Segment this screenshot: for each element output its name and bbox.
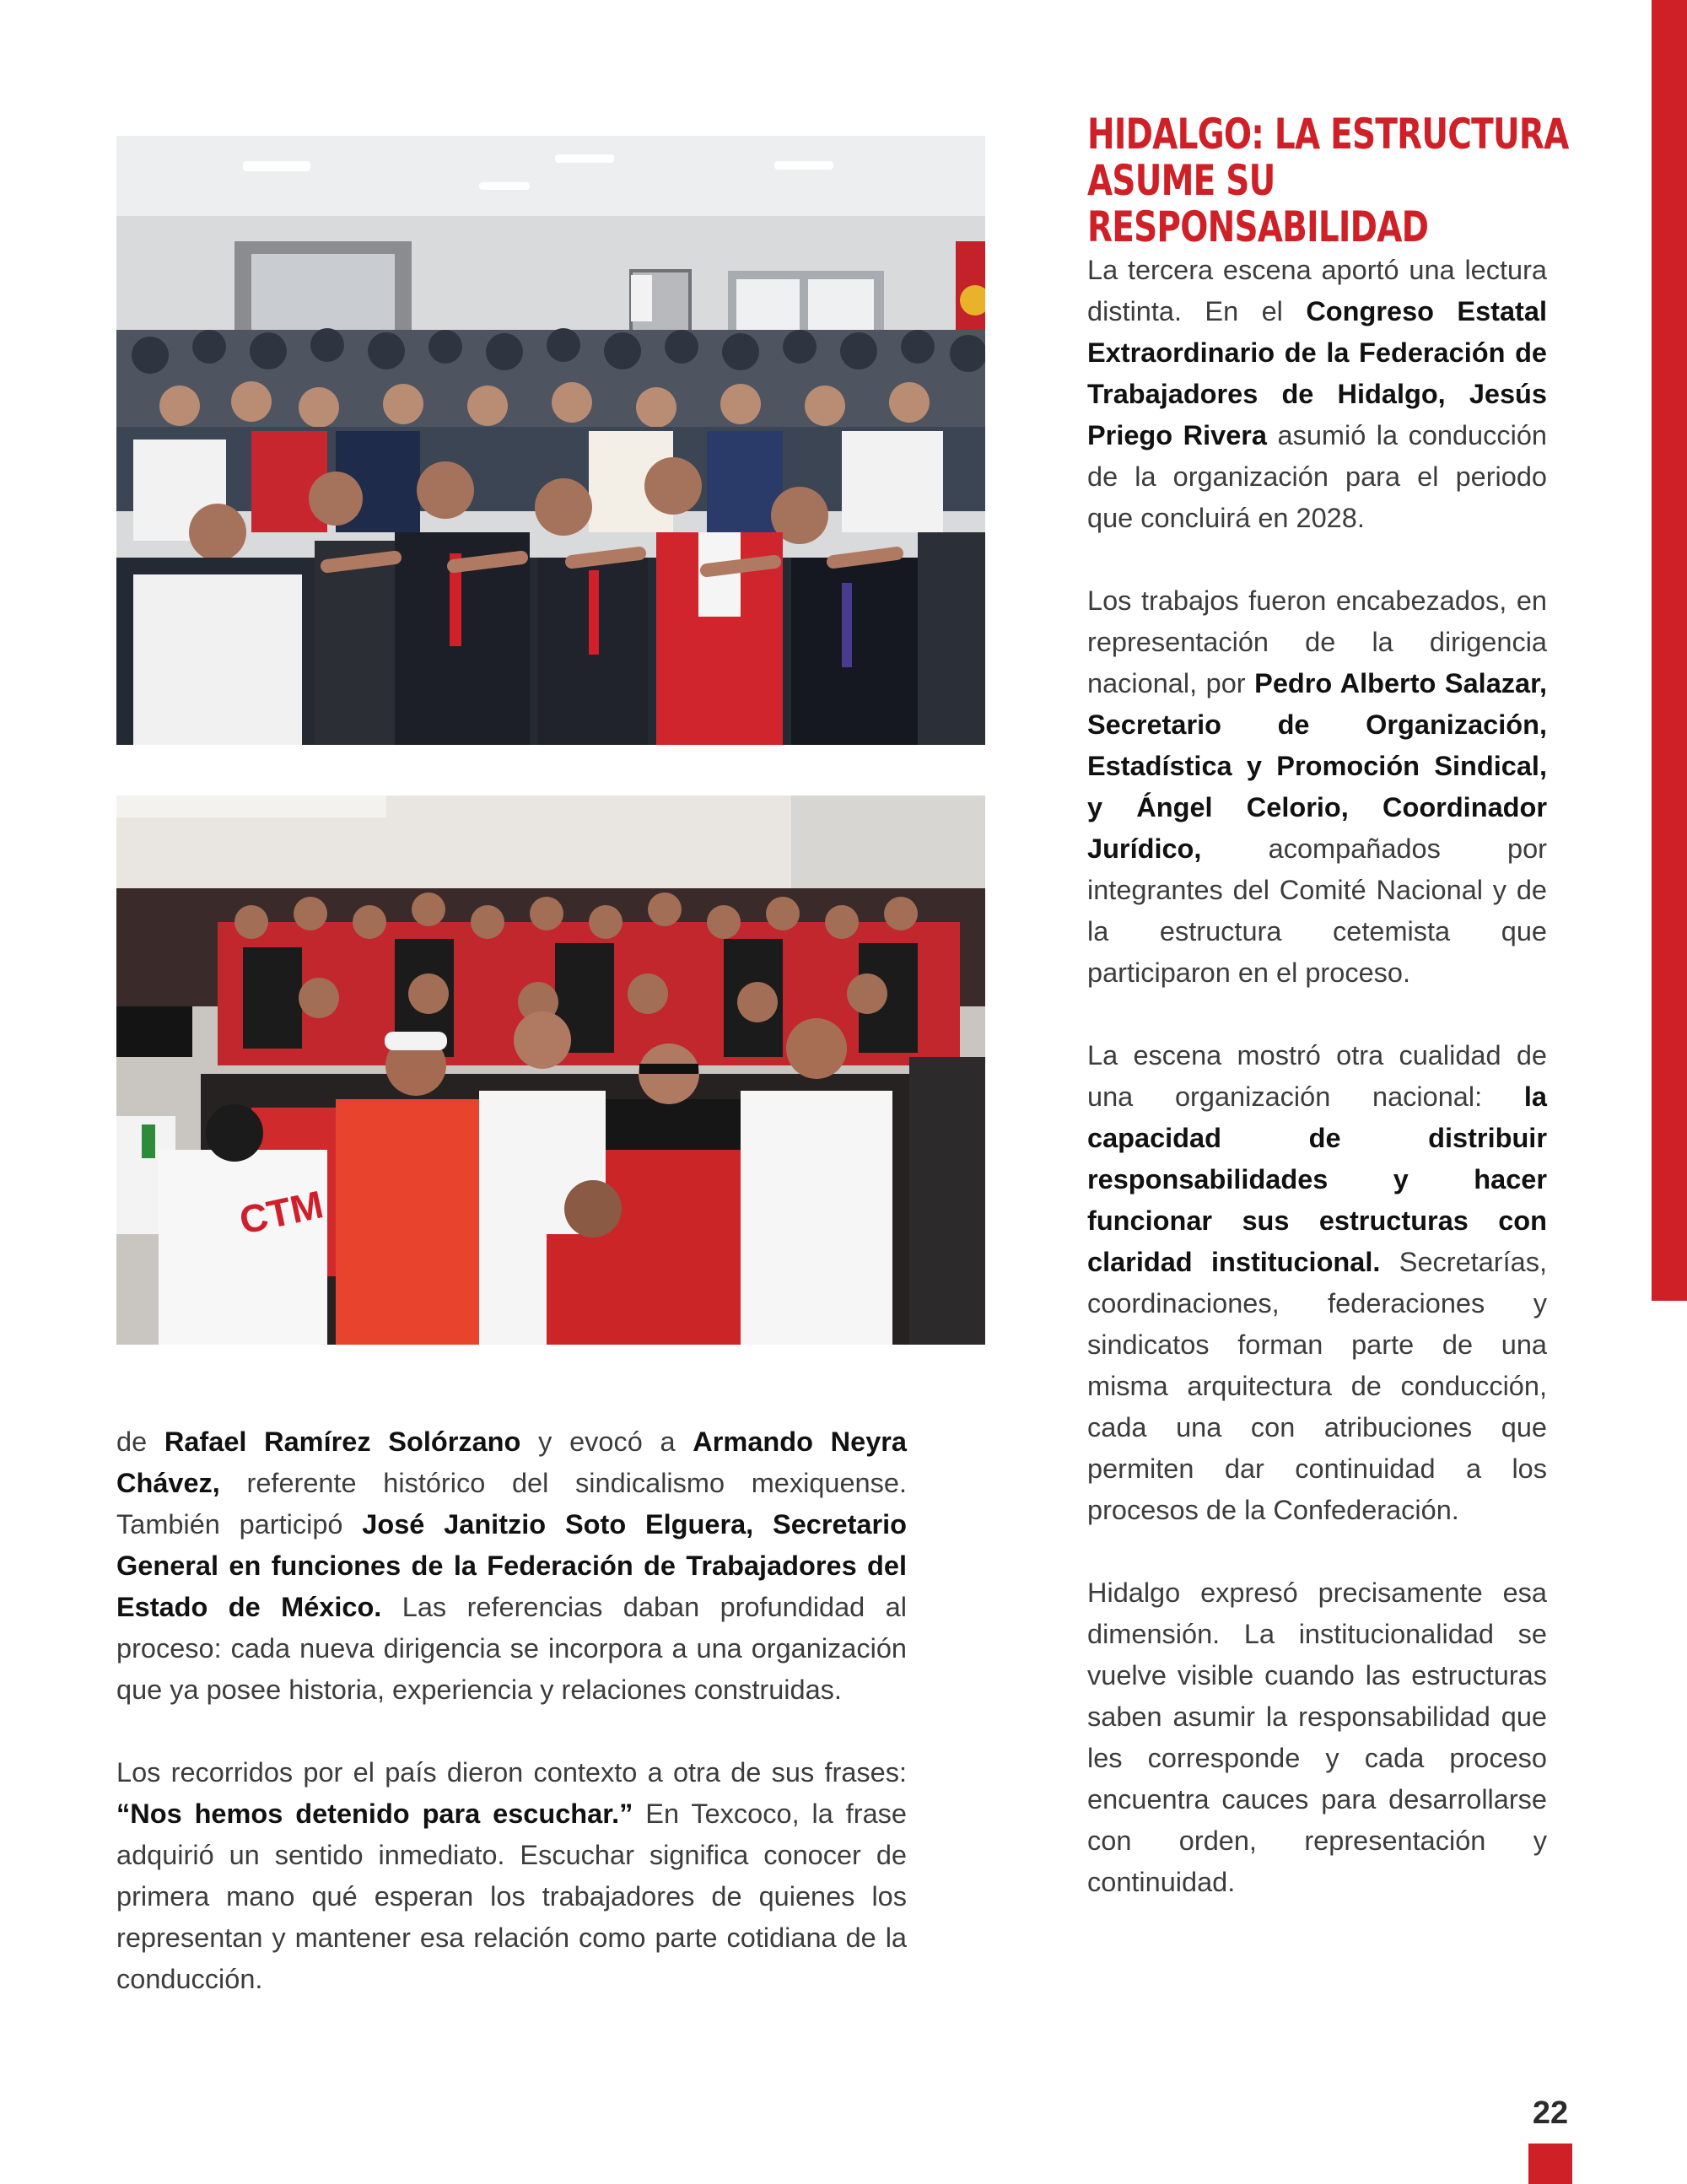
section-heading xyxy=(1087,111,1587,251)
paragraph: La escena mostró otra cualidad de una organización nacional: la capacidad de distribuir responsabilidades y hacer funcionar sus estructuras con claridad institucional. Secretarías, coordinaciones, federaciones y sindicatos forman parte de una misma arquitectura de conducción, cada una con atribuciones que permiten dar continuidad a los procesos de la Confederación. xyxy=(1087,1040,1547,1525)
heading-line-2: ASUME SU RESPONSABILIDAD xyxy=(1087,156,1429,251)
photo-group-workers xyxy=(116,795,985,1345)
paragraph: La tercera escena aportó una lectura distinta. En el Congreso Estatal Extraordinario de la Federación de Trabajadores de Hidalgo, Jesús Priego Rivera asumió la conducción de la organización para el periodo que concluirá en 2028. xyxy=(1087,255,1547,533)
side-accent-bar xyxy=(1652,0,1687,1301)
left-column-text xyxy=(116,1421,907,2041)
photo-oath-ceremony xyxy=(116,136,985,745)
paragraph: Los recorridos por el país dieron contexto a otra de sus frases: “Nos hemos detenido para escuchar.” En Texcoco, la frase adquirió un sentido inmediato. Escuchar significa conocer de primera mano qué esperan los trabajadores de quienes los representan y mantener esa relación como parte cotidiana de la conducción. xyxy=(116,1757,907,1994)
paragraph: Los trabajos fueron encabezados, en representación de la dirigencia nacional, por Pedro Alberto Salazar, Secretario de Organización, Estadística y Promoción Sindical, y Ángel Celorio, Coordinador Jurídico, acompañados por integrantes del Comité Nacional y de la estructura cetemista que participaron en el proceso. xyxy=(1087,585,1547,988)
paragraph: de Rafael Ramírez Solórzano y evocó a Armando Neyra Chávez, referente histórico del sindicalismo mexiquense. También participó José Janitzio Soto Elguera, Secretario General en funciones de la Federación de Trabajadores del Estado de México. Las referencias daban profundidad al proceso: cada nueva dirigencia se incorpora a una organización que ya posee historia, experiencia y relaciones construidas. xyxy=(116,1426,908,1705)
shirt-logo-text: CTM xyxy=(235,1182,327,1243)
right-column-text xyxy=(1087,250,1547,1944)
heading-line-1: HIDALGO: LA ESTRUCTURA xyxy=(1087,110,1569,159)
page-number-marker xyxy=(1528,2144,1572,2184)
page-number: 22 xyxy=(1532,2095,1569,2131)
paragraph: Hidalgo expresó precisamente esa dimensión. La institucionalidad se vuelve visible cuando las estructuras saben asumir la responsabilidad que les corresponde y cada proceso encuentra cauces para desarrollarse con orden, representación y continuidad. xyxy=(1087,1577,1547,1897)
